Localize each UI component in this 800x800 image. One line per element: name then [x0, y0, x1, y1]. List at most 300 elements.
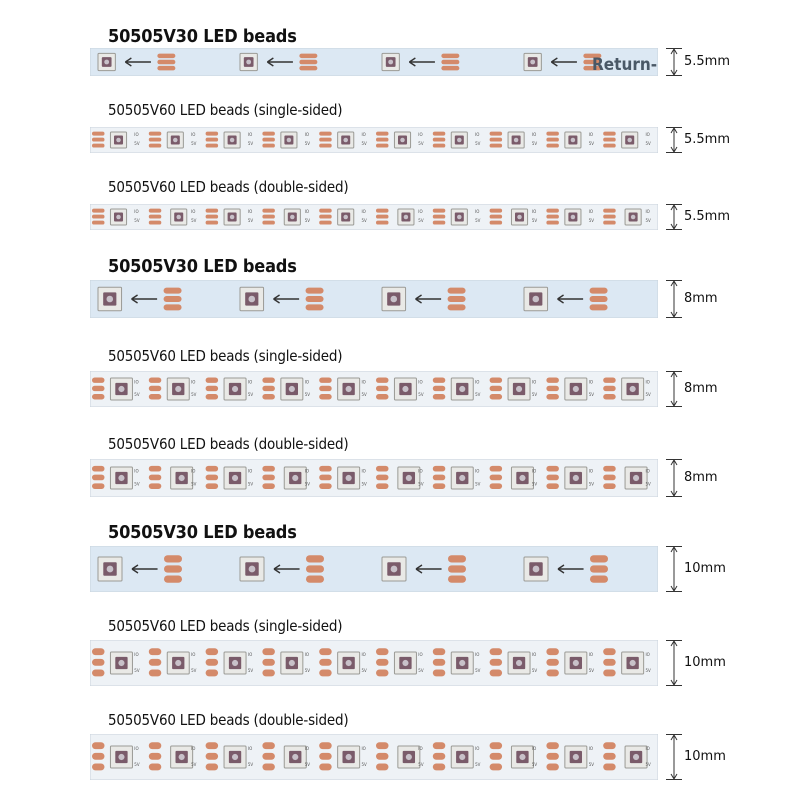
led-chip-icon — [110, 132, 126, 148]
svg-text:IO: IO — [531, 468, 537, 474]
svg-text:5V: 5V — [304, 141, 310, 147]
svg-text:IO: IO — [475, 209, 480, 215]
svg-text:IO: IO — [418, 652, 423, 658]
led-chip-icon — [110, 467, 132, 489]
copper-pad-icon — [164, 288, 182, 311]
svg-text:5V: 5V — [134, 668, 140, 674]
dimension-arrow-icon — [666, 281, 682, 318]
svg-text:IO: IO — [588, 468, 594, 474]
svg-text:5V: 5V — [588, 668, 594, 674]
svg-text:IO: IO — [588, 379, 594, 385]
svg-text:5V: 5V — [418, 481, 424, 487]
svg-text:IO: IO — [191, 379, 196, 385]
led-chip-icon — [382, 557, 406, 581]
dimension-marker — [664, 371, 684, 407]
copper-pad-icon — [319, 132, 331, 148]
led-chip-icon — [451, 378, 473, 400]
svg-text:IO: IO — [418, 468, 423, 474]
width-label: 5.5mm — [684, 54, 731, 69]
svg-text:5V: 5V — [304, 218, 310, 224]
dimension-arrow-icon — [666, 460, 682, 497]
svg-text:IO: IO — [247, 746, 253, 752]
svg-text:5V: 5V — [247, 218, 254, 224]
copper-pad-icon — [262, 209, 274, 225]
svg-text:IO: IO — [247, 379, 253, 385]
led-chip-icon — [622, 378, 644, 400]
svg-text:5V: 5V — [418, 392, 424, 398]
led-chip-icon — [284, 467, 306, 489]
led-chip-icon — [451, 209, 467, 225]
copper-pad-icon — [546, 466, 558, 489]
svg-text:5V: 5V — [247, 141, 254, 147]
led-chip-icon — [625, 209, 641, 225]
led-chip-icon — [622, 652, 644, 674]
svg-text:5V: 5V — [247, 392, 254, 398]
led-chip-icon — [565, 209, 581, 225]
copper-pad-icon — [319, 377, 331, 399]
svg-text:IO: IO — [247, 209, 253, 215]
svg-text:IO: IO — [645, 209, 650, 215]
led-strip-image — [90, 640, 658, 686]
svg-text:5V: 5V — [191, 668, 197, 674]
svg-text:5V: 5V — [418, 141, 424, 147]
led-chip-icon — [625, 746, 647, 768]
svg-text:IO: IO — [191, 132, 196, 138]
copper-pad-icon — [376, 209, 388, 225]
led-chip-icon — [167, 652, 189, 674]
svg-text:IO: IO — [645, 132, 650, 138]
svg-text:IO: IO — [361, 746, 366, 752]
copper-pad-icon — [376, 466, 388, 489]
dimension-arrow-icon — [666, 49, 682, 76]
copper-pad-icon — [490, 742, 502, 770]
led-chip-icon — [224, 209, 240, 225]
copper-pad-icon — [262, 742, 274, 770]
led-chip-icon — [511, 746, 533, 768]
led-chip-icon — [508, 132, 524, 148]
led-strip-image — [90, 371, 658, 407]
led-chip-icon — [565, 467, 587, 489]
led-chip-icon — [451, 652, 473, 674]
svg-text:5V: 5V — [588, 141, 594, 147]
svg-text:5V: 5V — [247, 481, 254, 487]
copper-pad-icon — [590, 288, 608, 311]
led-chip-icon — [565, 746, 587, 768]
dimension-marker — [664, 459, 684, 497]
led-chip-icon — [284, 746, 306, 768]
led-chip-icon — [451, 132, 467, 148]
row-title: 50505V60 LED beads (double-sided) — [108, 435, 349, 453]
led-chip-icon — [338, 467, 360, 489]
svg-text:IO: IO — [645, 746, 650, 752]
svg-text:IO: IO — [304, 652, 310, 658]
led-chip-icon — [281, 378, 303, 400]
led-strip-image — [90, 280, 658, 318]
dimension-arrow-icon — [666, 641, 682, 686]
svg-text:IO: IO — [304, 379, 310, 385]
led-chip-icon — [338, 132, 354, 148]
svg-text:IO: IO — [475, 746, 480, 752]
svg-text:5V: 5V — [304, 668, 310, 674]
row-title: 50505V60 LED beads (single-sided) — [108, 617, 343, 635]
svg-text:IO: IO — [475, 379, 480, 385]
copper-pad-icon — [206, 209, 218, 225]
svg-text:IO: IO — [134, 209, 139, 215]
dimension-marker — [664, 204, 684, 230]
copper-pad-icon — [319, 209, 331, 225]
svg-text:IO: IO — [361, 468, 366, 474]
copper-pad-icon — [441, 54, 459, 71]
dimension-arrow-icon — [666, 547, 682, 592]
svg-text:5V: 5V — [361, 392, 367, 398]
svg-text:5V: 5V — [531, 141, 538, 147]
svg-text:5V: 5V — [645, 141, 651, 147]
svg-text:5V: 5V — [531, 762, 538, 768]
svg-text:5V: 5V — [475, 762, 481, 768]
copper-pad-icon — [206, 742, 218, 770]
led-chip-icon — [240, 287, 264, 311]
svg-text:IO: IO — [134, 379, 139, 385]
svg-text:5V: 5V — [304, 762, 310, 768]
led-chip-icon — [394, 652, 416, 674]
copper-pad-icon — [433, 466, 445, 489]
copper-pad-icon — [546, 377, 558, 399]
led-chip-icon — [98, 557, 122, 581]
svg-text:5V: 5V — [361, 481, 367, 487]
copper-pad-icon — [149, 132, 161, 148]
copper-pad-icon — [433, 132, 445, 148]
copper-pad-icon — [206, 648, 218, 676]
svg-text:5V: 5V — [645, 481, 651, 487]
dimension-marker — [664, 127, 684, 153]
copper-pad-icon — [490, 466, 502, 489]
svg-text:IO: IO — [531, 209, 537, 215]
copper-pad-icon — [490, 648, 502, 676]
svg-text:5V: 5V — [191, 762, 197, 768]
copper-pad-icon — [92, 466, 104, 489]
led-chip-icon — [281, 132, 297, 148]
led-chip-icon — [167, 132, 183, 148]
svg-text:5V: 5V — [191, 218, 197, 224]
copper-pad-icon — [157, 54, 175, 71]
copper-pad-icon — [376, 132, 388, 148]
led-chip-icon — [167, 378, 189, 400]
copper-pad-icon — [433, 377, 445, 399]
svg-text:IO: IO — [191, 468, 196, 474]
led-chip-icon — [110, 652, 132, 674]
led-chip-icon — [338, 378, 360, 400]
copper-pad-icon — [490, 209, 502, 225]
row-title: 50505V60 LED beads (single-sided) — [108, 101, 343, 119]
copper-pad-icon — [603, 132, 615, 148]
width-label: 5.5mm — [684, 209, 731, 224]
svg-text:IO: IO — [247, 652, 253, 658]
width-label: 10mm — [684, 561, 726, 576]
copper-pad-icon — [376, 648, 388, 676]
svg-text:IO: IO — [475, 468, 480, 474]
led-chip-icon — [224, 132, 240, 148]
svg-text:5V: 5V — [531, 481, 538, 487]
svg-text:IO: IO — [645, 652, 650, 658]
copper-pad-icon — [490, 132, 502, 148]
return-label: Return- — [592, 55, 658, 75]
svg-text:IO: IO — [418, 132, 423, 138]
led-chip-icon — [110, 746, 132, 768]
svg-text:IO: IO — [191, 746, 196, 752]
copper-pad-icon — [206, 132, 218, 148]
led-strip-image — [90, 48, 658, 76]
row-title: 50505V60 LED beads (single-sided) — [108, 347, 343, 365]
copper-pad-icon — [299, 54, 317, 71]
copper-pad-icon — [206, 377, 218, 399]
svg-text:IO: IO — [418, 746, 423, 752]
dimension-marker — [664, 48, 684, 76]
copper-pad-icon — [149, 466, 161, 489]
dimension-marker — [664, 280, 684, 318]
svg-text:IO: IO — [531, 746, 537, 752]
width-label: 10mm — [684, 655, 726, 670]
led-chip-icon — [98, 53, 115, 70]
svg-text:IO: IO — [588, 652, 594, 658]
led-chip-icon — [398, 209, 414, 225]
led-strip-image — [90, 734, 658, 780]
led-chip-icon — [524, 53, 541, 70]
svg-text:5V: 5V — [418, 218, 424, 224]
svg-text:IO: IO — [304, 746, 310, 752]
copper-pad-icon — [149, 648, 161, 676]
svg-text:IO: IO — [134, 468, 139, 474]
svg-text:IO: IO — [191, 209, 196, 215]
svg-text:5V: 5V — [191, 392, 197, 398]
copper-pad-icon — [448, 288, 466, 311]
dimension-arrow-icon — [666, 205, 682, 230]
svg-text:5V: 5V — [645, 668, 651, 674]
led-chip-icon — [284, 209, 300, 225]
svg-text:5V: 5V — [475, 668, 481, 674]
svg-text:IO: IO — [134, 652, 139, 658]
svg-text:IO: IO — [247, 132, 253, 138]
led-chip-icon — [394, 378, 416, 400]
copper-pad-icon — [433, 648, 445, 676]
svg-text:5V: 5V — [645, 392, 651, 398]
led-strip-image — [90, 127, 658, 153]
svg-text:5V: 5V — [361, 141, 367, 147]
svg-text:IO: IO — [304, 132, 310, 138]
svg-text:IO: IO — [361, 379, 366, 385]
led-chip-icon — [224, 746, 246, 768]
svg-text:IO: IO — [247, 468, 253, 474]
dimension-arrow-icon — [666, 128, 682, 153]
led-chip-icon — [338, 746, 360, 768]
led-chip-icon — [508, 378, 530, 400]
svg-text:5V: 5V — [588, 218, 594, 224]
svg-text:IO: IO — [531, 652, 537, 658]
dimension-arrow-icon — [666, 735, 682, 780]
led-chip-icon — [625, 467, 647, 489]
svg-text:IO: IO — [361, 132, 366, 138]
svg-text:IO: IO — [361, 652, 366, 658]
svg-text:5V: 5V — [418, 668, 424, 674]
svg-text:5V: 5V — [304, 481, 310, 487]
width-label: 10mm — [684, 749, 726, 764]
led-chip-icon — [224, 652, 246, 674]
width-label: 8mm — [684, 291, 718, 306]
copper-pad-icon — [319, 466, 331, 489]
copper-pad-icon — [319, 742, 331, 770]
copper-pad-icon — [92, 132, 104, 148]
led-chip-icon — [565, 652, 587, 674]
svg-text:IO: IO — [418, 379, 423, 385]
led-chip-icon — [508, 652, 530, 674]
dimension-marker — [664, 734, 684, 780]
led-chip-icon — [622, 132, 638, 148]
copper-pad-icon — [262, 377, 274, 399]
led-chip-icon — [281, 652, 303, 674]
svg-text:5V: 5V — [191, 481, 197, 487]
led-chip-icon — [565, 378, 587, 400]
width-label: 8mm — [684, 470, 718, 485]
row-title: 50505V30 LED beads — [108, 256, 297, 277]
copper-pad-icon — [149, 209, 161, 225]
copper-pad-icon — [603, 466, 615, 489]
copper-pad-icon — [206, 466, 218, 489]
svg-text:5V: 5V — [531, 392, 538, 398]
copper-pad-icon — [164, 555, 182, 583]
led-chip-icon — [524, 557, 548, 581]
svg-text:IO: IO — [588, 209, 594, 215]
led-strip-image — [90, 204, 658, 230]
svg-text:IO: IO — [475, 652, 480, 658]
led-chip-icon — [110, 378, 132, 400]
svg-text:5V: 5V — [418, 762, 424, 768]
svg-text:IO: IO — [134, 746, 139, 752]
copper-pad-icon — [149, 742, 161, 770]
svg-text:IO: IO — [418, 209, 423, 215]
svg-text:5V: 5V — [361, 762, 367, 768]
copper-pad-icon — [306, 555, 324, 583]
svg-text:IO: IO — [531, 379, 537, 385]
svg-text:5V: 5V — [134, 481, 140, 487]
copper-pad-icon — [149, 377, 161, 399]
led-chip-icon — [171, 209, 187, 225]
svg-text:5V: 5V — [304, 392, 310, 398]
copper-pad-icon — [262, 648, 274, 676]
led-chip-icon — [451, 746, 473, 768]
copper-pad-icon — [92, 648, 104, 676]
copper-pad-icon — [92, 209, 104, 225]
copper-pad-icon — [306, 288, 324, 311]
copper-pad-icon — [546, 132, 558, 148]
svg-text:5V: 5V — [134, 762, 140, 768]
svg-text:IO: IO — [191, 652, 196, 658]
svg-text:IO: IO — [588, 746, 594, 752]
copper-pad-icon — [262, 132, 274, 148]
led-chip-icon — [524, 287, 548, 311]
copper-pad-icon — [603, 209, 615, 225]
copper-pad-icon — [433, 209, 445, 225]
row-title: 50505V60 LED beads (double-sided) — [108, 178, 349, 196]
width-label: 8mm — [684, 381, 718, 396]
copper-pad-icon — [92, 377, 104, 399]
svg-text:IO: IO — [475, 132, 480, 138]
led-strip-image — [90, 546, 658, 592]
led-strip-image — [90, 459, 658, 497]
svg-text:5V: 5V — [645, 762, 651, 768]
copper-pad-icon — [262, 466, 274, 489]
svg-text:IO: IO — [134, 132, 139, 138]
copper-pad-icon — [603, 648, 615, 676]
svg-text:5V: 5V — [191, 141, 197, 147]
led-chip-icon — [224, 378, 246, 400]
svg-text:5V: 5V — [361, 218, 367, 224]
svg-text:5V: 5V — [588, 762, 594, 768]
copper-pad-icon — [546, 209, 558, 225]
svg-text:5V: 5V — [475, 141, 481, 147]
row-title: 50505V60 LED beads (double-sided) — [108, 711, 349, 729]
svg-text:IO: IO — [645, 468, 650, 474]
svg-text:IO: IO — [361, 209, 366, 215]
svg-text:IO: IO — [304, 209, 310, 215]
dimension-marker — [664, 546, 684, 592]
svg-text:5V: 5V — [475, 481, 481, 487]
copper-pad-icon — [590, 555, 608, 583]
svg-text:IO: IO — [645, 379, 650, 385]
copper-pad-icon — [376, 742, 388, 770]
width-label: 5.5mm — [684, 132, 731, 147]
copper-pad-icon — [448, 555, 466, 583]
copper-pad-icon — [433, 742, 445, 770]
svg-text:IO: IO — [588, 132, 594, 138]
svg-text:5V: 5V — [588, 481, 594, 487]
svg-text:5V: 5V — [475, 218, 481, 224]
svg-text:5V: 5V — [588, 392, 594, 398]
led-chip-icon — [110, 209, 126, 225]
dimension-marker — [664, 640, 684, 686]
svg-text:5V: 5V — [134, 392, 140, 398]
svg-text:5V: 5V — [475, 392, 481, 398]
led-chip-icon — [394, 132, 410, 148]
led-chip-icon — [382, 287, 406, 311]
led-chip-icon — [511, 467, 533, 489]
led-chip-icon — [338, 652, 360, 674]
svg-text:5V: 5V — [247, 668, 254, 674]
svg-text:5V: 5V — [645, 218, 651, 224]
row-title: 50505V30 LED beads — [108, 522, 297, 543]
copper-pad-icon — [490, 377, 502, 399]
svg-text:5V: 5V — [531, 218, 538, 224]
svg-text:IO: IO — [304, 468, 310, 474]
led-chip-icon — [565, 132, 581, 148]
led-chip-icon — [98, 287, 122, 311]
led-chip-icon — [511, 209, 527, 225]
svg-text:5V: 5V — [531, 668, 538, 674]
led-chip-icon — [338, 209, 354, 225]
led-chip-icon — [240, 53, 257, 70]
dimension-arrow-icon — [666, 372, 682, 407]
svg-text:5V: 5V — [247, 762, 254, 768]
led-chip-icon — [224, 467, 246, 489]
svg-text:5V: 5V — [134, 218, 140, 224]
led-chip-icon — [240, 557, 264, 581]
row-title: 50505V30 LED beads — [108, 26, 297, 47]
svg-text:5V: 5V — [361, 668, 367, 674]
copper-pad-icon — [546, 648, 558, 676]
led-chip-icon — [382, 53, 399, 70]
copper-pad-icon — [546, 742, 558, 770]
led-chip-icon — [451, 467, 473, 489]
copper-pad-icon — [603, 742, 615, 770]
copper-pad-icon — [319, 648, 331, 676]
